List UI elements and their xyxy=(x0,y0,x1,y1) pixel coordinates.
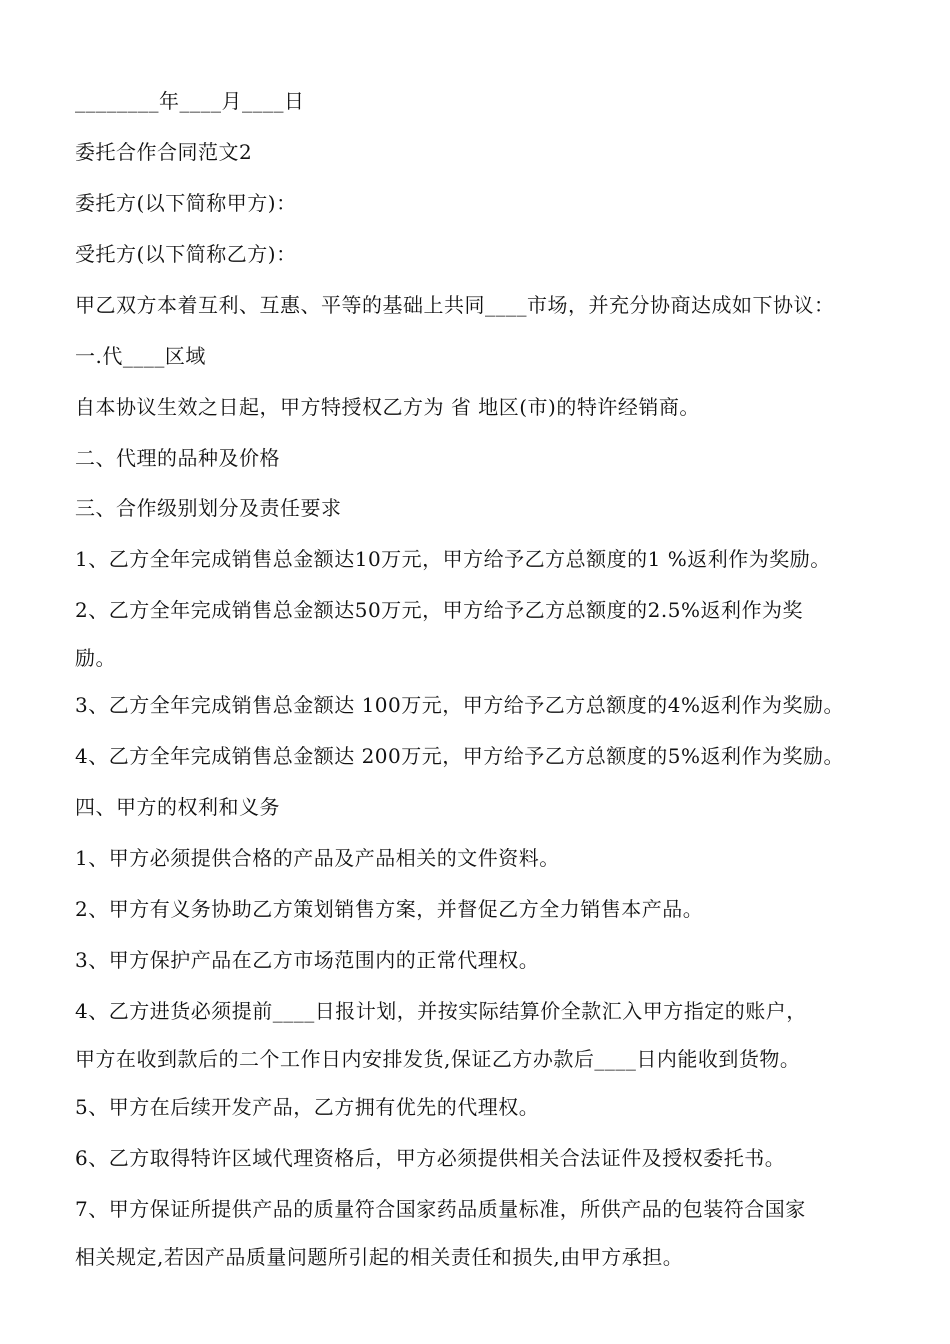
section-4-heading: 四、甲方的权利和义务 xyxy=(75,795,280,819)
section-4-item-7: 7、甲方保证所提供产品的质量符合国家药品质量标准，所供产品的包装符合国家 xyxy=(75,1197,806,1221)
date-line: ________年____月____日 xyxy=(75,89,305,113)
section-1-heading: 一.代____区域 xyxy=(75,344,206,368)
section-3-item-4: 4、乙方全年完成销售总金额达 200万元，甲方给予乙方总额度的5%返利作为奖励。 xyxy=(75,744,844,768)
document-title: 委托合作合同范文2 xyxy=(75,140,253,164)
section-3-heading: 三、合作级别划分及责任要求 xyxy=(75,496,342,520)
section-4-item-6: 6、乙方取得特许区域代理资格后，甲方必须提供相关合法证件及授权委托书。 xyxy=(75,1146,786,1170)
section-4-item-4-cont: 甲方在收到款后的二个工作日内安排发货,保证乙方办款后____日内能收到货物。 xyxy=(75,1047,801,1071)
section-4-item-3: 3、甲方保护产品在乙方市场范围内的正常代理权。 xyxy=(75,948,540,972)
section-4-item-7-cont: 相关规定,若因产品质量问题所引起的相关责任和损失,由甲方承担。 xyxy=(75,1245,684,1269)
section-1-text: 自本协议生效之日起，甲方特授权乙方为 省 地区(市)的特许经销商。 xyxy=(75,395,700,419)
section-4-item-1: 1、甲方必须提供合格的产品及产品相关的文件资料。 xyxy=(75,846,560,870)
section-2-heading: 二、代理的品种及价格 xyxy=(75,446,280,470)
preamble-paragraph: 甲乙双方本着互利、互惠、平等的基础上共同____市场，并充分协商达成如下协议： xyxy=(75,293,835,317)
section-4-item-2: 2、甲方有义务协助乙方策划销售方案，并督促乙方全力销售本产品。 xyxy=(75,897,704,921)
section-3-item-3: 3、乙方全年完成销售总金额达 100万元，甲方给予乙方总额度的4%返利作为奖励。 xyxy=(75,693,844,717)
section-3-item-1: 1、乙方全年完成销售总金额达10万元，甲方给予乙方总额度的1 %返利作为奖励。 xyxy=(75,547,831,571)
section-4-item-4: 4、乙方进货必须提前____日报计划，并按实际结算价全款汇入甲方指定的账户， xyxy=(75,999,807,1023)
party-b-line: 受托方(以下简称乙方)： xyxy=(75,242,297,266)
section-3-item-2-cont: 励。 xyxy=(75,646,116,670)
section-3-item-2: 2、乙方全年完成销售总金额达50万元，甲方给予乙方总额度的2.5%返利作为奖 xyxy=(75,598,803,622)
party-a-line: 委托方(以下简称甲方)： xyxy=(75,191,297,215)
section-4-item-5: 5、甲方在后续开发产品，乙方拥有优先的代理权。 xyxy=(75,1095,540,1119)
